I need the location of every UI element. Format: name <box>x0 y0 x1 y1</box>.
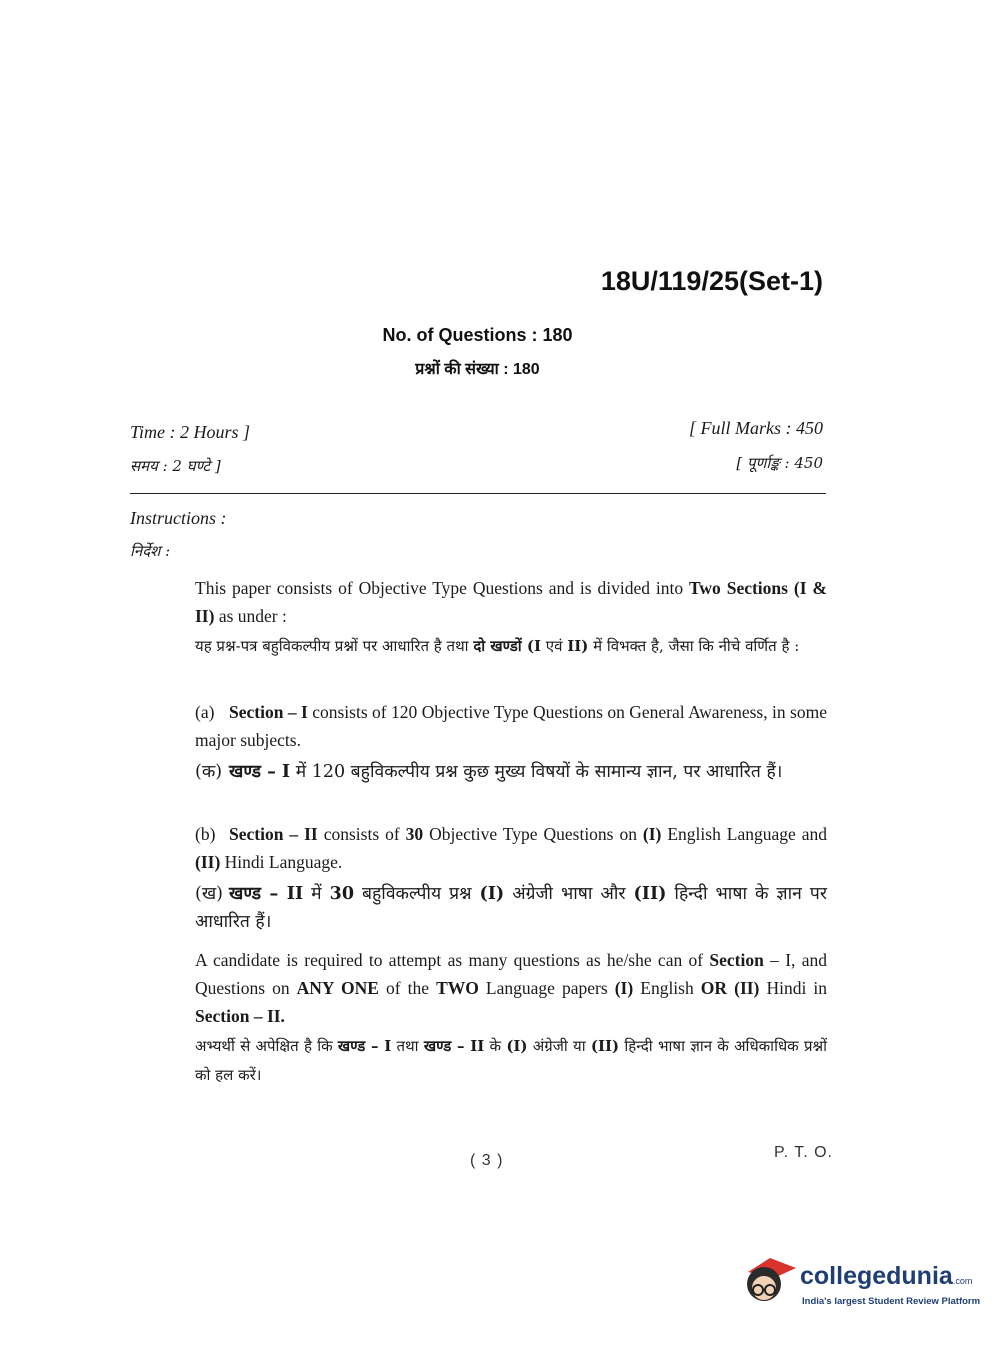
time-en: Time : 2 Hours ] <box>130 422 251 442</box>
logo-tagline: India's largest Student Review Platform <box>802 1296 981 1307</box>
divider-rule <box>130 493 826 494</box>
time-hi: समय : 2 घण्टे ] <box>130 457 221 475</box>
logo-brand: collegedunia.com <box>800 1262 973 1290</box>
pto-label: P. T. O. <box>774 1144 833 1161</box>
instructions-heading-hi: निर्देश : <box>130 542 171 560</box>
logo-mascot-icon <box>742 1250 800 1310</box>
instruction-item-b: (b) Section – II consists of 30 Objective Type Questions on (I) English Language and (II) Hindi Language. <box>195 824 828 872</box>
instruction-item-a: (a) Section – I consists of 120 Objective Type Questions on General Awareness, in some major subjects. <box>195 702 827 750</box>
page-number: ( 3 ) <box>470 1152 504 1169</box>
marks-en: [ Full Marks : 450 <box>689 418 823 438</box>
instruction-item-kha: (ख) खण्ड – II में 30 बहुविकल्पीय प्रश्न (I) अंग्रेजी भाषा और (II) हिन्दी भाषा के ज्ञान पर आधारित हैं। <box>195 884 827 932</box>
questions-count-en: No. of Questions : 180 <box>382 325 573 345</box>
questions-count-hi: प्रश्नों की संख्या : 180 <box>415 361 540 378</box>
intro-en: This paper consists of Objective Type Questions and is divided into Two Sections (I & II) as under : <box>195 578 827 626</box>
intro-hi: यह प्रश्न-पत्र बहुविकल्पीय प्रश्नों पर आधारित है तथा दो खण्डों (I एवं II) में विभक्त है, जैसा कि नीचे वर्णित है : <box>195 637 800 655</box>
candidate-note-en: A candidate is required to attempt as many questions as he/she can of Section – I, and Questions on ANY ONE of the TWO Language papers (I) English OR (II) Hindi in Section – II. <box>195 950 827 1026</box>
paper-code: 18U/119/25(Set-1) <box>600 266 823 296</box>
instructions-heading-en: Instructions : <box>130 508 227 528</box>
instruction-item-ka: (क) खण्ड – I में 120 बहुविकल्पीय प्रश्न कुछ मुख्य विषयों के सामान्य ज्ञान, पर आधारित हैं। <box>195 762 783 782</box>
marks-hi: [ पूर्णाङ्क : 450 <box>736 454 823 472</box>
logo-suffix: .com <box>952 1276 973 1286</box>
candidate-note-hi: अभ्यर्थी से अपेक्षित है कि खण्ड – I तथा खण्ड – II के (I) अंग्रेजी या (II) हिन्दी भाषा ज्ञान के अधिकाधिक प्रश्नों को हल करें। <box>195 1037 827 1084</box>
